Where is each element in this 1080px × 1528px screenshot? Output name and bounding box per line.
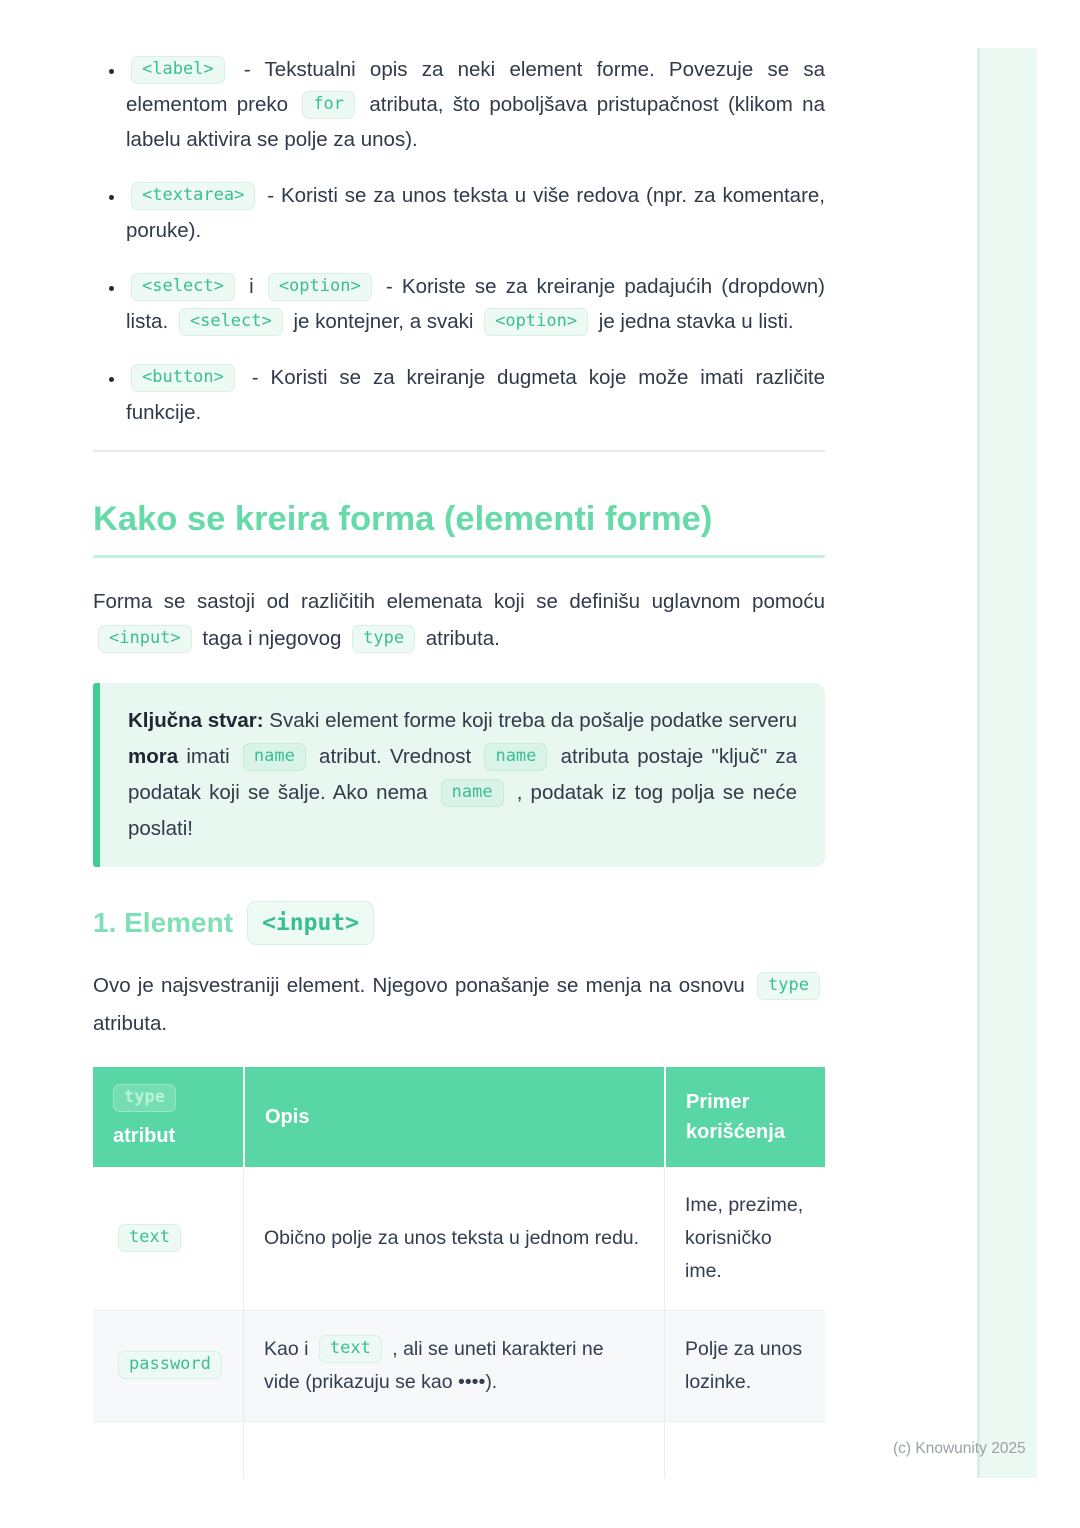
copyright-note: (c) Knowunity 2025 bbox=[893, 1440, 1026, 1457]
inline-code: <select> bbox=[131, 273, 235, 301]
table-row-partial bbox=[93, 1422, 825, 1478]
text-run: Kao i bbox=[264, 1337, 314, 1360]
input-types-table bbox=[93, 1067, 825, 1478]
table-header-opis: Opis bbox=[243, 1067, 664, 1167]
page-title: Kako se kreira forma (elementi forme) bbox=[93, 500, 713, 538]
inline-code: text bbox=[118, 1224, 181, 1252]
inline-code: for bbox=[302, 91, 355, 119]
inline-code: <button> bbox=[131, 364, 235, 392]
cell-description bbox=[243, 1167, 664, 1311]
list-item-button bbox=[126, 360, 825, 430]
inline-code: name bbox=[243, 743, 306, 771]
text-run: Ovo je najsvestraniji element. Njegovo ponašanje se menja na osnovu bbox=[93, 974, 753, 998]
input-tag-code: <input> bbox=[247, 901, 374, 945]
form-elements-list bbox=[93, 52, 825, 430]
text-run: atributa postaje "ključ" za podatak koji se šalje. Ako nema bbox=[128, 745, 797, 804]
list-item-label bbox=[126, 52, 825, 157]
inline-code: <option> bbox=[484, 308, 588, 336]
text-run: je kontejner, a svaki bbox=[287, 310, 480, 333]
type-attribute-code: type bbox=[113, 1084, 176, 1112]
section-number-title: 1. Element bbox=[93, 907, 234, 939]
inline-code: <input> bbox=[98, 625, 192, 653]
table-header-primer: Primer korišćenja bbox=[664, 1067, 825, 1167]
inline-code: text bbox=[319, 1335, 382, 1363]
inline-code: <label> bbox=[131, 56, 225, 84]
text-run: - Tekstualni opis za neki element forme. Povezuje se sa elementom preko bbox=[126, 58, 825, 116]
table-header-type-atribut bbox=[93, 1067, 243, 1167]
intro-paragraph bbox=[93, 583, 825, 657]
cell-description bbox=[243, 1311, 664, 1422]
text-run: Svaki element forme koji treba da pošalje podatke serveru bbox=[263, 709, 798, 732]
text-run: Obično polje za unos teksta u jednom redu. bbox=[264, 1226, 640, 1249]
table-header-row bbox=[93, 1067, 825, 1167]
inline-code: <textarea> bbox=[131, 182, 255, 210]
text-run: atributa. bbox=[420, 627, 500, 650]
text-run: atributa, što poboljšava pristupačnost (klikom na labelu aktivira se polje za unos). bbox=[126, 93, 825, 151]
callout-lead: Ključna stvar: bbox=[128, 709, 264, 732]
text-run: , podatak iz tog polja se neće poslati! bbox=[128, 781, 797, 840]
section-heading-input bbox=[93, 901, 825, 945]
heading-underline bbox=[93, 555, 825, 558]
table-row-password bbox=[93, 1311, 825, 1422]
bold-run: mora bbox=[128, 745, 179, 768]
cell-example bbox=[664, 1422, 825, 1478]
text-run: atributa. bbox=[93, 1012, 168, 1036]
cell-type-code bbox=[93, 1422, 243, 1478]
text-run: Forma se sastoji od različitih elemenata koji se definišu uglavnom pomoću bbox=[93, 590, 825, 613]
text-run: imati bbox=[178, 745, 238, 768]
cell-example: Polje za unos lozinke. bbox=[664, 1311, 825, 1422]
list-item-select-option bbox=[126, 269, 825, 339]
callout-text bbox=[128, 703, 797, 847]
text-run: i bbox=[239, 275, 263, 298]
text-run: atribut. Vrednost bbox=[310, 745, 480, 768]
inline-code: type bbox=[352, 625, 415, 653]
cell-description bbox=[243, 1422, 664, 1478]
text-run: je jedna stavka u listi. bbox=[593, 310, 794, 333]
inline-code: type bbox=[757, 972, 820, 1000]
key-note-callout bbox=[93, 683, 825, 867]
page-content bbox=[93, 0, 825, 1478]
text-run: , ali se uneti karakteri ne vide (prikazuju se kao ••••). bbox=[264, 1337, 604, 1393]
text-run: - Koristi se za unos teksta u više redova (npr. za komentare, poruke). bbox=[126, 184, 825, 242]
input-description-paragraph bbox=[93, 967, 825, 1043]
text-run: taga i njegovog bbox=[196, 627, 348, 650]
inline-code: name bbox=[484, 743, 547, 771]
inline-code: name bbox=[441, 779, 504, 807]
cell-type-code bbox=[93, 1167, 243, 1311]
cell-example: Ime, prezime, korisničko ime. bbox=[664, 1167, 825, 1311]
inline-code: <option> bbox=[268, 273, 372, 301]
text-run: - Koristi se za kreiranje dugmeta koje može imati različite funkcije. bbox=[126, 366, 825, 424]
inline-code: <select> bbox=[179, 308, 283, 336]
cell-type-code bbox=[93, 1311, 243, 1422]
list-item-textarea bbox=[126, 178, 825, 248]
text-run: - Koriste se za kreiranje padajućih (dropdown) lista. bbox=[126, 275, 825, 333]
header-label: atribut bbox=[113, 1124, 176, 1147]
page-margin-strip bbox=[977, 48, 1037, 1478]
section-divider bbox=[93, 450, 825, 452]
table-row-text bbox=[93, 1167, 825, 1311]
inline-code: password bbox=[118, 1351, 222, 1379]
